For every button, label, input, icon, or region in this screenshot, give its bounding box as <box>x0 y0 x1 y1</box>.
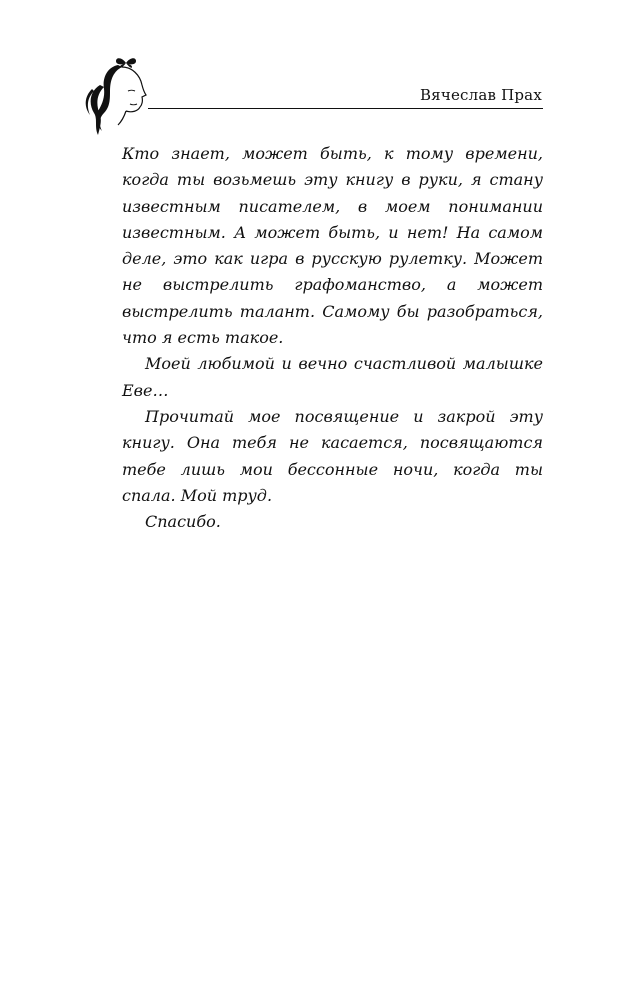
woman-profile-butterfly-icon <box>80 55 160 140</box>
paragraph: Спасибо. <box>145 512 221 532</box>
running-head-author: Вячеслав Прах <box>419 86 542 104</box>
dedication-text <box>122 141 543 535</box>
paragraph: Прочитай мое посвящение и закрой эту книгу. Она тебя не касается, посвящаются тебе лишь мои бессонные ночи, когда ты спала. Мой труд. <box>122 406 543 505</box>
page-header <box>0 0 619 150</box>
paragraph: Кто знает, может быть, к тому времени, когда ты возьмешь эту книгу в руки, я стану известным писателем, в моем понимании известным. А может быть, и нет! На самом деле, это как игра в русскую рулетку. Может не выстрелить графоманство, а может выстрелить талант. Самому бы разобраться, что я есть такое. <box>122 144 543 348</box>
paragraph: Моей любимой и вечно счастливой малышке Еве… <box>122 354 543 400</box>
header-rule <box>148 108 543 109</box>
